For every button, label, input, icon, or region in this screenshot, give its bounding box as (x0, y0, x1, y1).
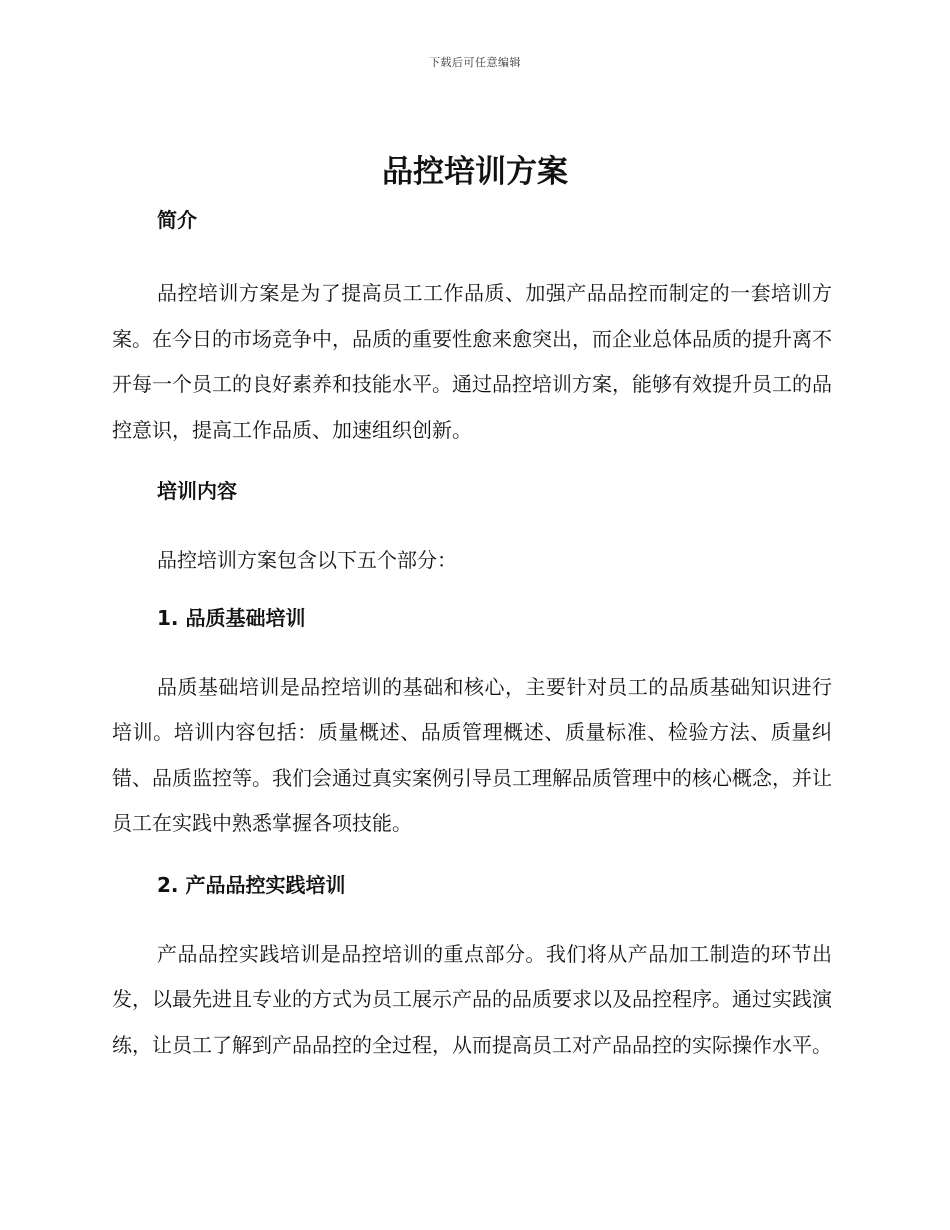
spacer (112, 584, 832, 602)
paragraph-part-2: 产品品控实践培训是品控培训的重点部分。我们将从产品加工制造的环节出发，以最先进且专业的方式为员工展示产品的品质要求以及品控程序。通过实践演练，让员工了解到产品品控的全过程，从而提高员工对产品品控的实际操作水平。 (112, 941, 832, 1057)
section-heading-part-2: 2. 产品品控实践培训 (157, 872, 346, 897)
spacer (112, 634, 832, 665)
spacer (112, 453, 832, 475)
header-note: 下载后可任意编辑 (429, 56, 521, 69)
paragraph-intro: 品控培训方案是为了提高员工工作品质、加强产品品控而制定的一套培训方案。在今日的市场竞争中，品质的重要性愈来愈突出，而企业总体品质的提升离不开每一个员工的良好素养和技能水平。通过品控培训方案，能够有效提升员工的品控意识，提高工作品质、加速组织创新。 (112, 281, 832, 442)
spacer (112, 847, 832, 869)
paragraph-training-content: 品控培训方案包含以下五个部分： (157, 548, 457, 572)
section-heading-training-content: 培训内容 (157, 479, 237, 503)
paragraph-part-1: 品质基础培训是品控培训的基础和核心，主要针对员工的品质基础知识进行培训。培训内容包括：质量概述、品质管理概述、质量标准、检验方法、质量纠错、品质监控等。我们会通过真实案例引导员工理解品质管理中的核心概念，并让员工在实践中熟悉掌握各项技能。 (112, 674, 832, 835)
document-title: 品控培训方案 (382, 154, 568, 190)
spacer (112, 901, 832, 932)
spacer (112, 507, 832, 538)
section-heading-intro: 简介 (157, 208, 197, 232)
document-body (112, 204, 832, 1068)
section-heading-part-1: 1. 品质基础培训 (157, 605, 306, 630)
